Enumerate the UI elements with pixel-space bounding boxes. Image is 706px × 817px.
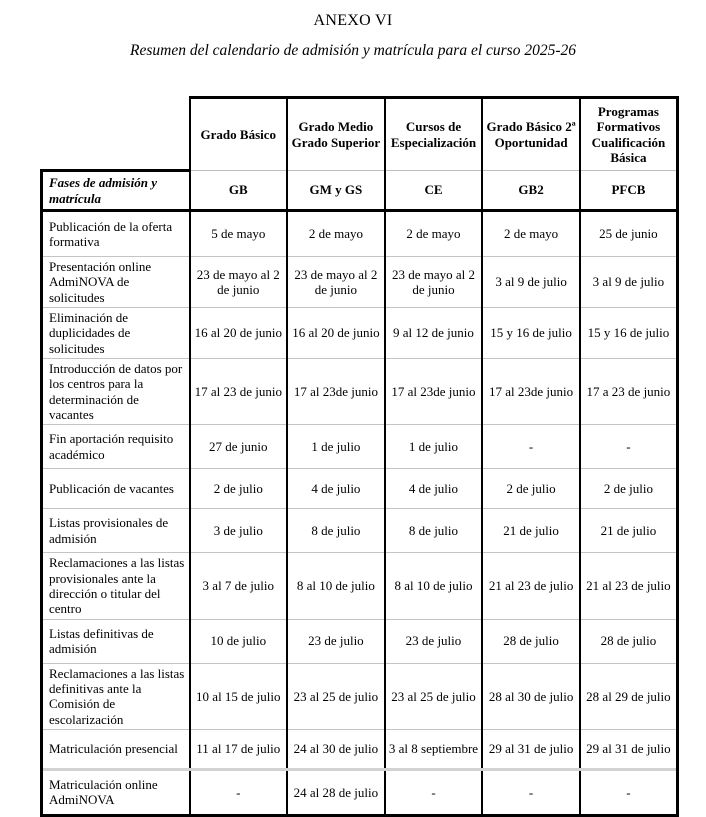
date-cell: 23 de mayo al 2 de junio (190, 257, 288, 308)
column-header-row (42, 98, 678, 171)
date-cell: 3 de julio (190, 509, 288, 553)
date-cell: - (580, 425, 678, 469)
date-cell: 16 al 20 de junio (190, 307, 288, 358)
date-cell: 16 al 20 de junio (287, 307, 385, 358)
date-cell: 28 de julio (482, 619, 580, 663)
date-cell: 15 y 16 de julio (580, 307, 678, 358)
date-cell: 10 al 15 de julio (190, 663, 288, 729)
abbreviation-cell: PFCB (580, 171, 678, 211)
abbreviation-row (42, 171, 678, 211)
row-label: Matriculación online AdmiNOVA (42, 769, 190, 815)
table-row (42, 469, 678, 509)
column-header: Cursos de Especialización (385, 98, 483, 171)
date-cell: - (482, 425, 580, 469)
abbreviation-cell: CE (385, 171, 483, 211)
date-cell: 10 de julio (190, 619, 288, 663)
table-row (42, 509, 678, 553)
date-cell: 17 al 23de junio (287, 358, 385, 424)
date-cell: 2 de mayo (287, 211, 385, 257)
column-header: Grado Básico (190, 98, 288, 171)
date-cell: 8 al 10 de julio (287, 553, 385, 619)
column-header: Grado Medio Grado Superior (287, 98, 385, 171)
date-cell: 8 de julio (385, 509, 483, 553)
date-cell: 23 al 25 de julio (287, 663, 385, 729)
table-row (42, 358, 678, 424)
date-cell: 27 de junio (190, 425, 288, 469)
date-cell: 2 de mayo (385, 211, 483, 257)
table-row (42, 257, 678, 308)
date-cell: 28 de julio (580, 619, 678, 663)
date-cell: 23 de mayo al 2 de junio (287, 257, 385, 308)
column-header: Programas Formativos Cualificación Básica (580, 98, 678, 171)
date-cell: 2 de mayo (482, 211, 580, 257)
date-cell: 2 de julio (190, 469, 288, 509)
date-cell: 9 al 12 de junio (385, 307, 483, 358)
date-cell: 23 al 25 de julio (385, 663, 483, 729)
row-label: Reclamaciones a las listas definitivas ante la Comisión de escolarización (42, 663, 190, 729)
table-row (42, 211, 678, 257)
page-title: ANEXO VI (313, 12, 393, 29)
date-cell: - (385, 769, 483, 815)
date-cell: 21 de julio (580, 509, 678, 553)
date-cell: 23 de julio (385, 619, 483, 663)
admission-calendar-table (40, 96, 679, 817)
date-cell: 28 al 30 de julio (482, 663, 580, 729)
table-header (42, 98, 678, 211)
row-label: Listas definitivas de admisión (42, 619, 190, 663)
date-cell: 17 a 23 de junio (580, 358, 678, 424)
table-row (42, 663, 678, 729)
date-cell: 8 de julio (287, 509, 385, 553)
abbreviation-cell: GB2 (482, 171, 580, 211)
date-cell: 17 al 23de junio (385, 358, 483, 424)
abbreviation-cell: GM y GS (287, 171, 385, 211)
date-cell: 3 al 8 septiembre (385, 729, 483, 769)
table-row (42, 769, 678, 815)
date-cell: 17 al 23de junio (482, 358, 580, 424)
date-cell: 21 de julio (482, 509, 580, 553)
row-label: Eliminación de duplicidades de solicitudes (42, 307, 190, 358)
date-cell: - (580, 769, 678, 815)
corner-cell (42, 98, 190, 171)
date-cell: 2 de julio (482, 469, 580, 509)
date-cell: 25 de junio (580, 211, 678, 257)
row-label: Introducción de datos por los centros para la determinación de vacantes (42, 358, 190, 424)
table-row (42, 307, 678, 358)
date-cell: 4 de julio (287, 469, 385, 509)
date-cell: 21 al 23 de julio (580, 553, 678, 619)
row-label: Publicación de la oferta formativa (42, 211, 190, 257)
table-row (42, 425, 678, 469)
date-cell: 28 al 29 de julio (580, 663, 678, 729)
date-cell: 1 de julio (385, 425, 483, 469)
table-row (42, 729, 678, 769)
row-label: Publicación de vacantes (42, 469, 190, 509)
date-cell: 23 de julio (287, 619, 385, 663)
date-cell: 4 de julio (385, 469, 483, 509)
date-cell: 3 al 7 de julio (190, 553, 288, 619)
row-label: Listas provisionales de admisión (42, 509, 190, 553)
date-cell: 21 al 23 de julio (482, 553, 580, 619)
date-cell: 23 de mayo al 2 de junio (385, 257, 483, 308)
row-label: Presentación online AdmiNOVA de solicitudes (42, 257, 190, 308)
date-cell: 29 al 31 de julio (580, 729, 678, 769)
date-cell: 24 al 28 de julio (287, 769, 385, 815)
date-cell: 17 al 23 de junio (190, 358, 288, 424)
date-cell: 1 de julio (287, 425, 385, 469)
date-cell: 24 al 30 de julio (287, 729, 385, 769)
date-cell: 3 al 9 de julio (580, 257, 678, 308)
phase-header-cell: Fases de admisión y matrícula (42, 171, 190, 211)
table-body (42, 211, 678, 816)
date-cell: - (190, 769, 288, 815)
table-row (42, 553, 678, 619)
date-cell: 3 al 9 de julio (482, 257, 580, 308)
table-row (42, 619, 678, 663)
row-label: Matriculación presencial (42, 729, 190, 769)
page-subtitle: Resumen del calendario de admisión y matrícula para el curso 2025-26 (130, 42, 576, 59)
row-label: Reclamaciones a las listas provisionales ante la dirección o titular del centro (42, 553, 190, 619)
date-cell: - (482, 769, 580, 815)
date-cell: 29 al 31 de julio (482, 729, 580, 769)
abbreviation-cell: GB (190, 171, 288, 211)
date-cell: 2 de julio (580, 469, 678, 509)
row-label: Fin aportación requisito académico (42, 425, 190, 469)
date-cell: 15 y 16 de julio (482, 307, 580, 358)
date-cell: 5 de mayo (190, 211, 288, 257)
date-cell: 11 al 17 de julio (190, 729, 288, 769)
column-header: Grado Básico 2ª Oportunidad (482, 98, 580, 171)
date-cell: 8 al 10 de julio (385, 553, 483, 619)
